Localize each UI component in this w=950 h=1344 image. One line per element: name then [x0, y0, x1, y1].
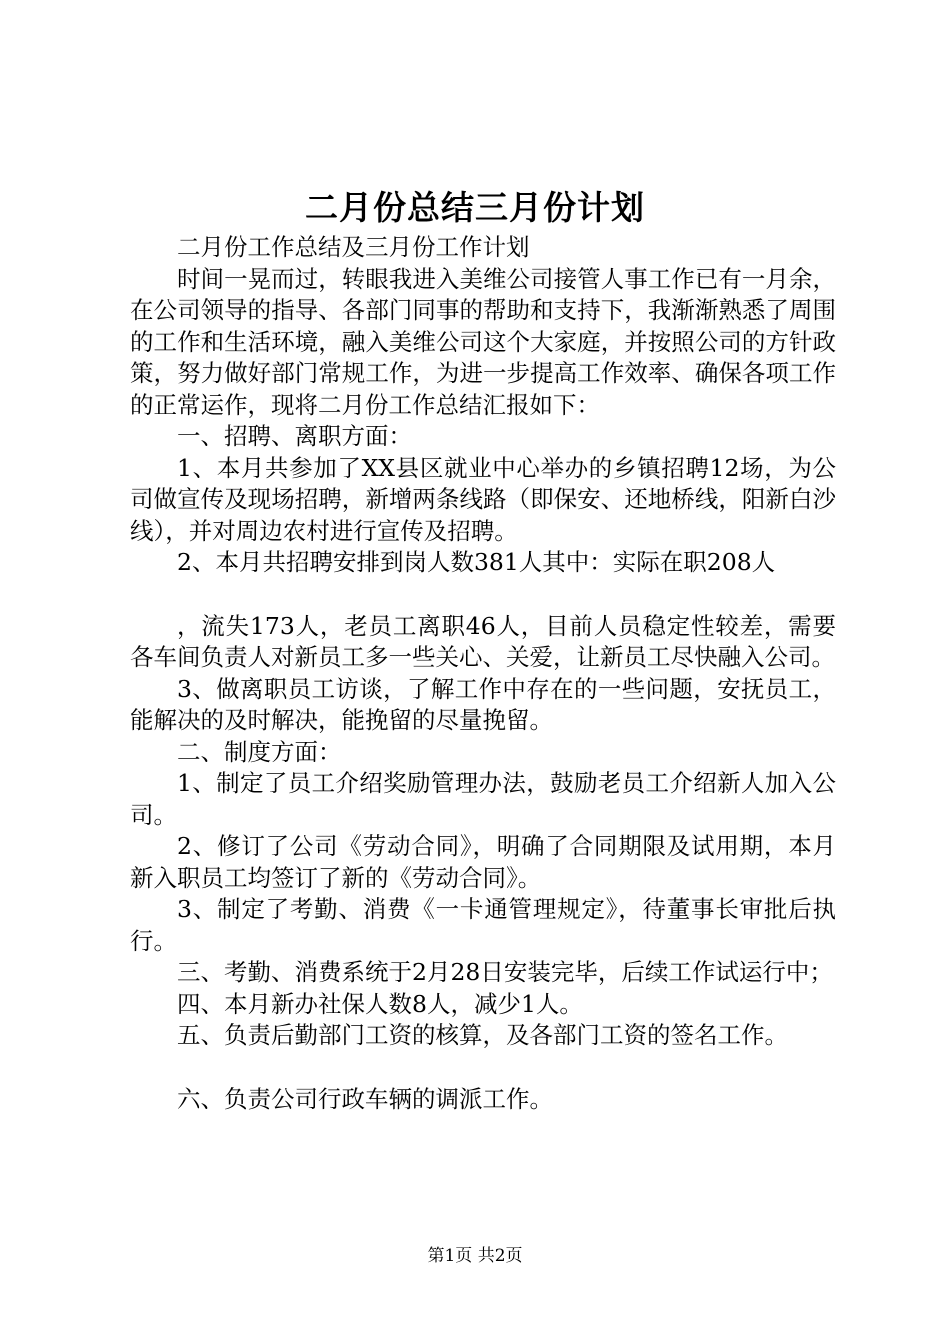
paragraph-item-2-1: 1、制定了员工介绍奖励管理办法，鼓励老员工介绍新人加入公司。 [130, 769, 836, 829]
paragraph-section-6: 六、负责公司行政车辆的调派工作。 [177, 1084, 553, 1113]
document-title: 二月份总结三月份计划 [305, 188, 645, 227]
paragraph-item-1-2-continued: ，流失173人，老员工离职46人，目前人员稳定性较差，需要各车间负责人对新员工多一些关心、关爱，让新员工尽快融入公司。 [130, 611, 836, 671]
paragraph-intro: 时间一晃而过，转眼我进入美维公司接管人事工作已有一月余，在公司领导的指导、各部门同事的帮助和支持下，我渐渐熟悉了周围的工作和生活环境，融入美维公司这个大家庭，并按照公司的方针政策，努力做好部门常规工作，为进一步提高工作效率、确保各项工作的正常运作，现将二月份工作总结汇报如下： [130, 264, 836, 419]
paragraph-section-5: 五、负责后勤部门工资的核算，及各部门工资的签名工作。 [177, 1021, 788, 1049]
page-footer: 第1页 共2页 [427, 1246, 523, 1266]
paragraph-item-2-2: 2、修订了公司《劳动合同》，明确了合同期限及试用期，本月新入职员工均签订了新的《劳动合同》。 [130, 832, 836, 892]
paragraph-item-1-3: 3、做离职员工访谈，了解工作中存在的一些问题，安抚员工，能解决的及时解决，能挽留的尽量挽留。 [130, 674, 836, 734]
paragraph-item-1-1: 1、本月共参加了XX县区就业中心举办的乡镇招聘12场，为公司做宣传及现场招聘，新增两条线路（即保安、还地桥线，阳新白沙线），并对周边农村进行宣传及招聘。 [130, 453, 836, 545]
paragraph-section-3: 三、考勤、消费系统于2月28日安装完毕，后续工作试运行中； [177, 958, 833, 986]
paragraph-subtitle: 二月份工作总结及三月份工作计划 [177, 233, 530, 261]
paragraph-section-2-heading: 二、制度方面： [177, 737, 342, 766]
paragraph-item-2-3: 3、制定了考勤、消费《一卡通管理规定》，待董事长审批后执行。 [130, 895, 836, 955]
paragraph-section-1-heading: 一、招聘、离职方面： [177, 422, 412, 450]
document-body [130, 232, 836, 1115]
paragraph-section-4: 四、本月新办社保人数8人，减少1人。 [177, 989, 583, 1018]
paragraph-item-1-2: 2、本月共招聘安排到岗人数381人其中：实际在职208人 [177, 548, 776, 576]
